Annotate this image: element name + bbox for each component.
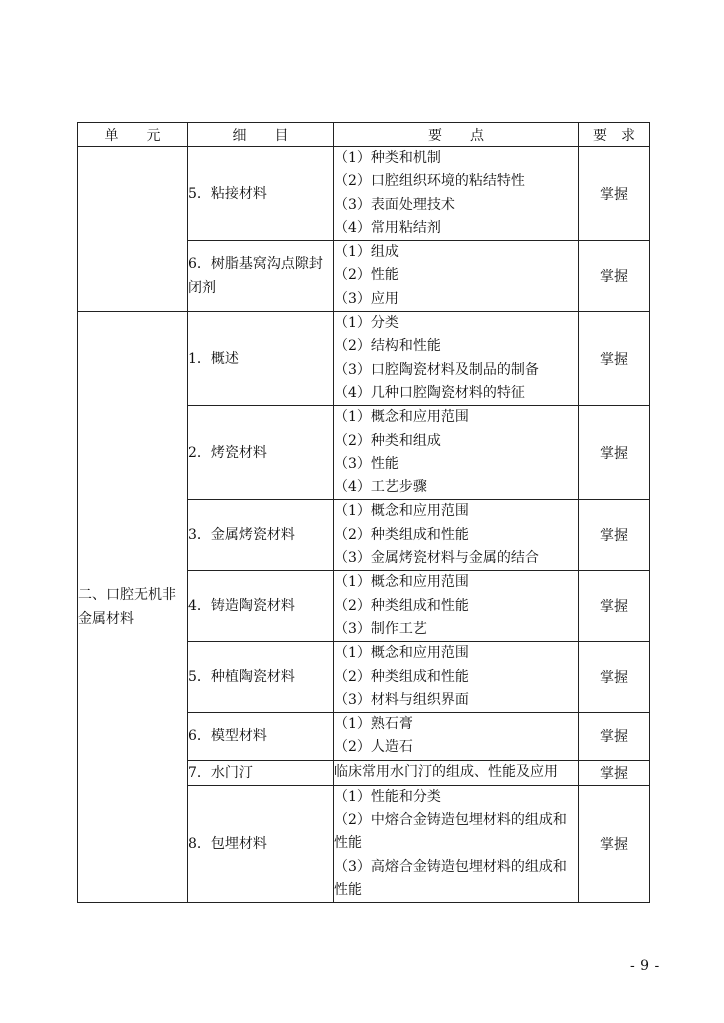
point-item: （3）高熔合金铸造包埋材料的组成和性能 (334, 858, 567, 898)
point-item: （3）应用 (334, 290, 399, 307)
point-item: （2）种类组成和性能 (334, 526, 469, 543)
header-points: 要 点 (334, 123, 579, 147)
detail-cell: 2．烤瓷材料 (188, 406, 334, 500)
requirement-cell: 掌握 (579, 760, 650, 785)
point-item: （3）表面处理技术 (334, 196, 455, 213)
point-item: （2）种类组成和性能 (334, 668, 469, 685)
requirement-cell: 掌握 (579, 642, 650, 713)
table-header-row (78, 123, 650, 147)
point-item: （1）概念和应用范围 (334, 574, 469, 591)
points-cell (334, 500, 579, 571)
point-item: （1）分类 (334, 315, 399, 332)
point-item: （2）人造石 (334, 739, 413, 756)
detail-cell: 3．金属烤瓷材料 (188, 500, 334, 571)
point-item: （3）金属烤瓷材料与金属的结合 (334, 550, 539, 567)
table-row (78, 312, 650, 406)
point-item: （4）常用粘结剂 (334, 219, 441, 236)
point-item: （2）结构和性能 (334, 338, 441, 355)
point-item: （1）性能和分类 (334, 788, 441, 805)
point-item: （1）熟石膏 (334, 716, 413, 733)
points-cell (334, 312, 579, 406)
header-unit: 单 元 (78, 123, 188, 147)
syllabus-table (77, 122, 650, 903)
detail-cell: 5．粘接材料 (188, 147, 334, 241)
requirement-cell: 掌握 (579, 312, 650, 406)
point-item: （3）材料与组织界面 (334, 691, 469, 708)
unit-cell: 二、口腔无机非金属材料 (78, 312, 188, 903)
point-item: （1）概念和应用范围 (334, 409, 469, 426)
points-cell (334, 241, 579, 312)
point-item: （4）工艺步骤 (334, 479, 427, 496)
requirement-cell: 掌握 (579, 713, 650, 761)
point-item: （3）性能 (334, 455, 399, 472)
point-item: （3）口腔陶瓷材料及制品的制备 (334, 361, 539, 378)
requirement-cell: 掌握 (579, 406, 650, 500)
detail-cell: 6．模型材料 (188, 713, 334, 761)
points-cell (334, 760, 579, 785)
point-item: （1）组成 (334, 244, 399, 261)
detail-cell: 7．水门汀 (188, 760, 334, 785)
points-cell (334, 713, 579, 761)
header-requirement: 要 求 (579, 123, 650, 147)
point-item: （2）种类和组成 (334, 432, 441, 449)
points-cell (334, 785, 579, 902)
point-item: 临床常用水门汀的组成、性能及应用 (334, 764, 558, 781)
detail-cell: 1．概述 (188, 312, 334, 406)
header-detail: 细 目 (188, 123, 334, 147)
point-item: （1）概念和应用范围 (334, 503, 469, 520)
point-item: （3）制作工艺 (334, 620, 427, 637)
detail-cell: 4．铸造陶瓷材料 (188, 571, 334, 642)
detail-cell: 8．包埋材料 (188, 785, 334, 902)
page-number: - 9 - (630, 958, 660, 974)
detail-cell: 5．种植陶瓷材料 (188, 642, 334, 713)
requirement-cell: 掌握 (579, 241, 650, 312)
points-cell (334, 147, 579, 241)
table-row (78, 147, 650, 241)
points-cell (334, 571, 579, 642)
requirement-cell: 掌握 (579, 147, 650, 241)
requirement-cell: 掌握 (579, 571, 650, 642)
point-item: （2）种类组成和性能 (334, 597, 469, 614)
point-item: （2）中熔合金铸造包埋材料的组成和性能 (334, 812, 567, 852)
unit-cell (78, 147, 188, 312)
point-item: （1）种类和机制 (334, 150, 441, 166)
requirement-cell: 掌握 (579, 500, 650, 571)
point-item: （4）几种口腔陶瓷材料的特征 (334, 384, 525, 401)
detail-cell: 6．树脂基窝沟点隙封闭剂 (188, 241, 334, 312)
point-item: （2）口腔组织环境的粘结特性 (334, 173, 525, 190)
point-item: （2）性能 (334, 267, 399, 284)
table-body (78, 147, 650, 903)
requirement-cell: 掌握 (579, 785, 650, 902)
points-cell (334, 406, 579, 500)
point-item: （1）概念和应用范围 (334, 645, 469, 662)
points-cell (334, 642, 579, 713)
